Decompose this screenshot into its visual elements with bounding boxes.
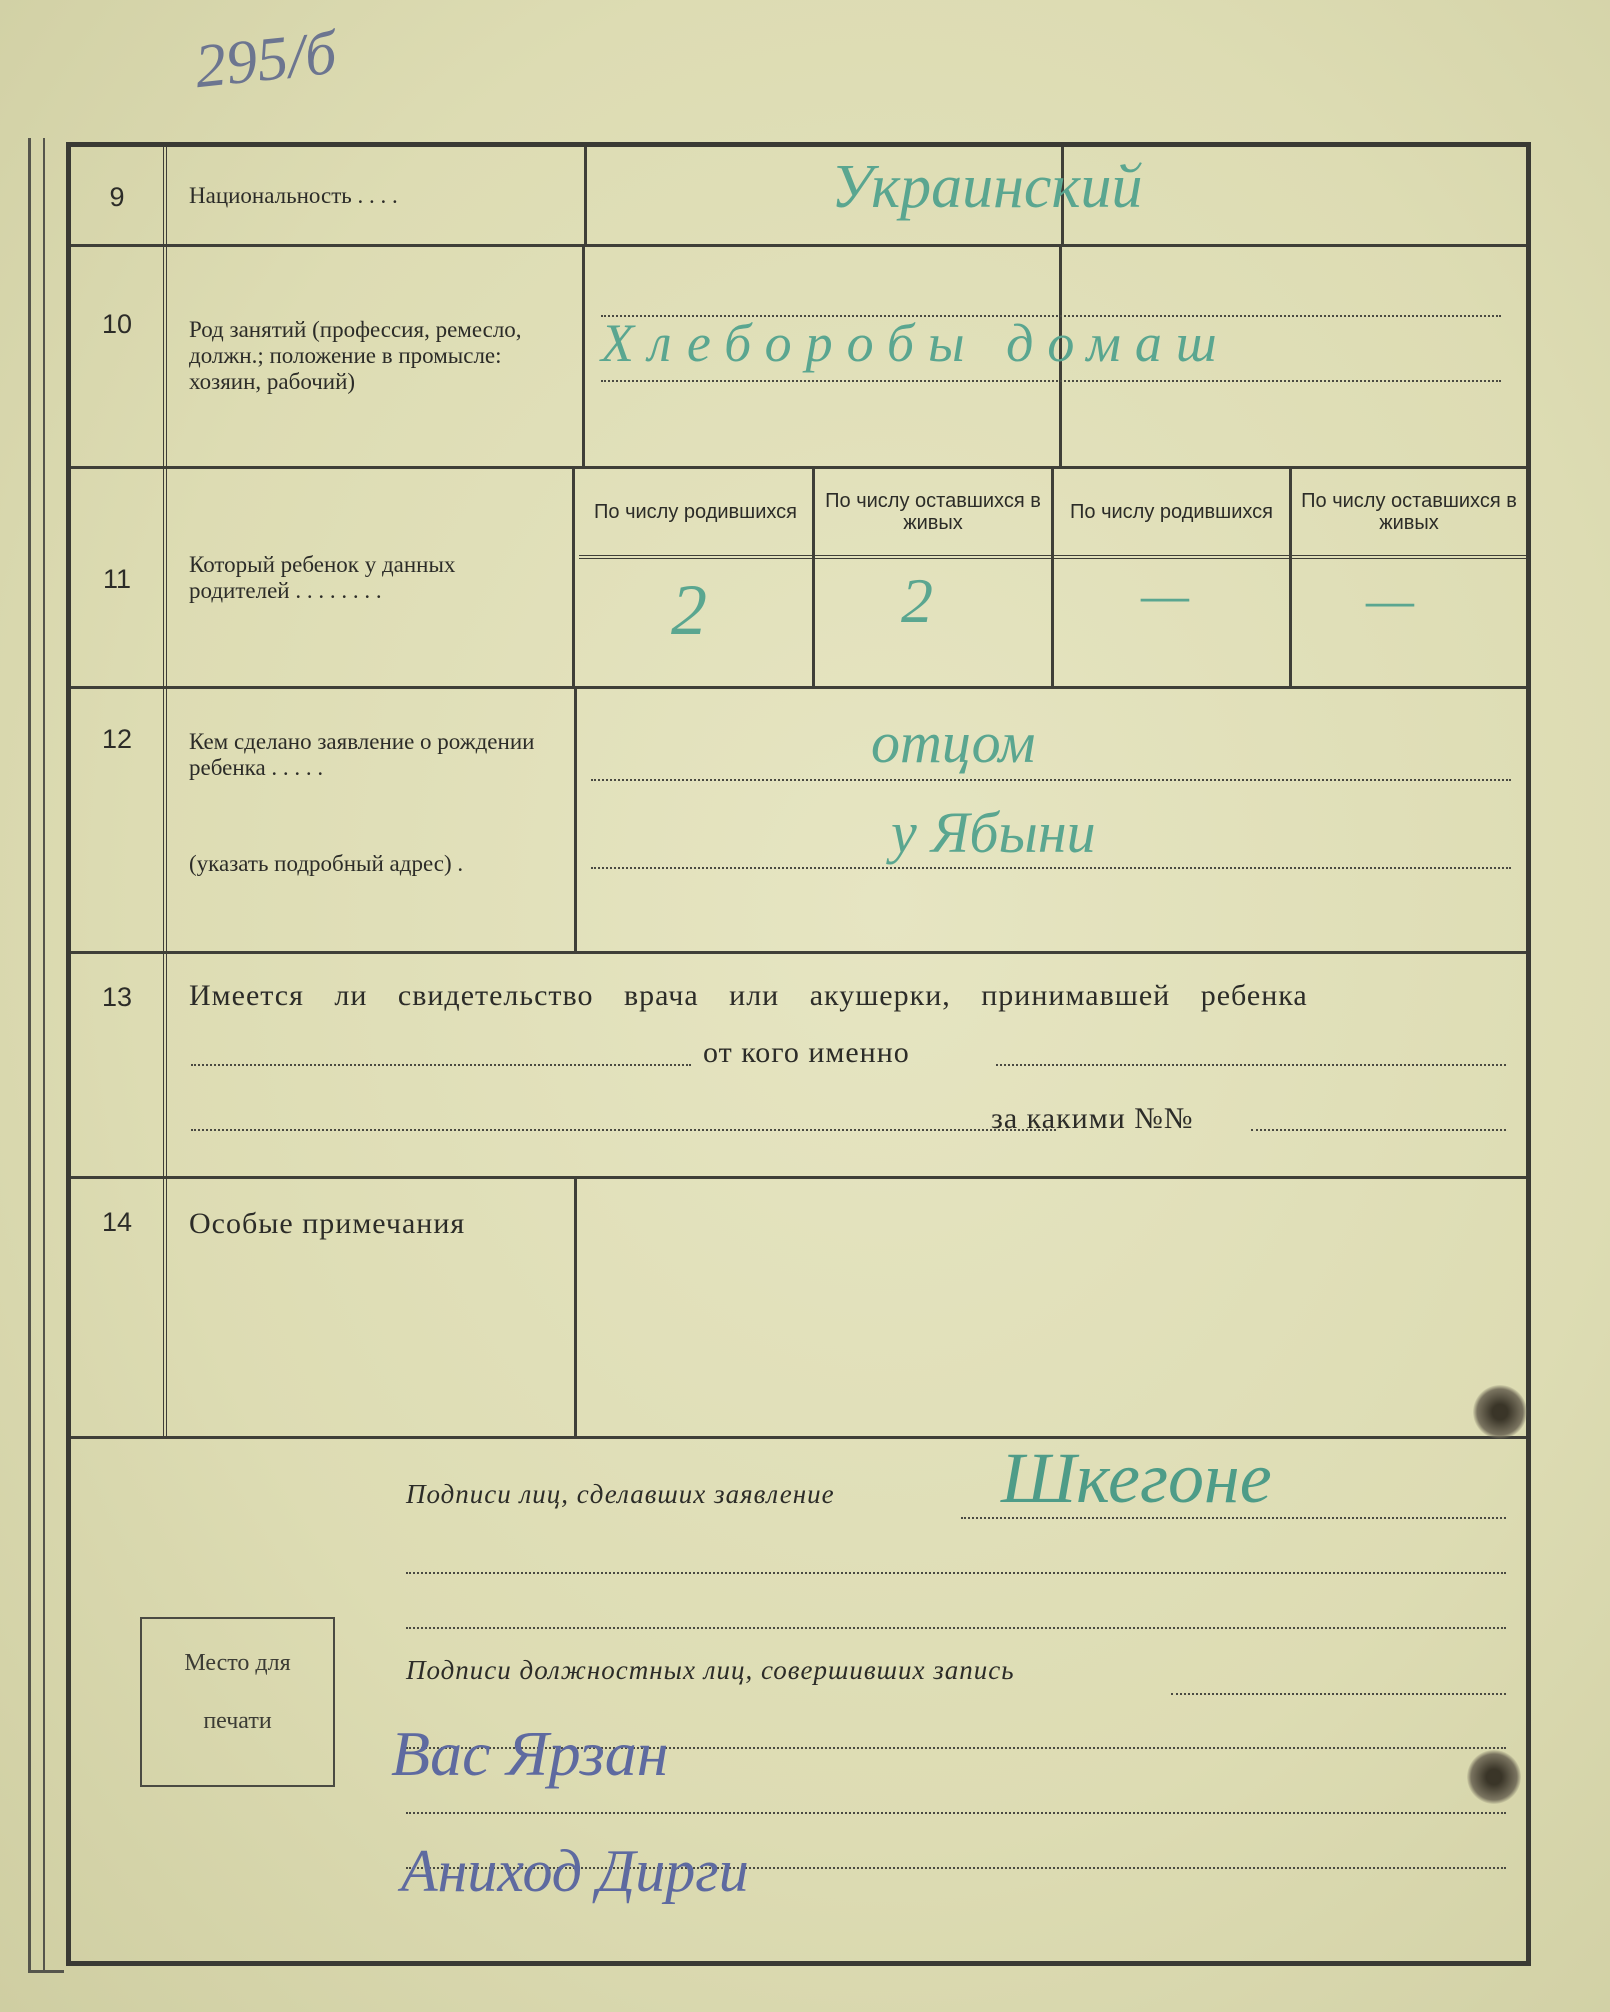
nationality-label: Национальность . . . .	[189, 182, 398, 208]
row-number: 10	[71, 247, 167, 466]
row-label	[167, 469, 575, 686]
applicants-signature-caption: Подписи лиц, сделавших заявление	[406, 1479, 835, 1509]
occupation-label: Род занятий (профессия, ремесло, должн.; положение в промысле: хозяин, рабочий)	[189, 317, 522, 394]
certificate-question: Имеется ли свидетельство врача или акушерки, принимавшей ребенка	[189, 979, 1308, 1012]
row-number: 13	[71, 954, 167, 1176]
punch-hole-top	[1473, 1385, 1527, 1439]
declarant-label: Кем сделано заявление о рождении ребенка . . . . .	[189, 729, 535, 780]
officials-signature-caption: Подписи должностных лиц, совершивших запись	[406, 1655, 1015, 1685]
row-number: 12	[71, 689, 167, 951]
applicant-signature: Шкегоне	[1001, 1438, 1272, 1518]
row-remarks	[71, 1179, 1526, 1439]
from-whom-label: от кого именно	[703, 1036, 910, 1069]
punch-hole-bottom	[1467, 1750, 1521, 1804]
row-number: 14	[71, 1179, 167, 1436]
numbers-label: за какими №№	[991, 1102, 1194, 1135]
nationality-value: Украинский	[831, 153, 1143, 221]
seal-placeholder-box	[140, 1617, 335, 1787]
archive-number: 295/б	[191, 18, 340, 102]
row-label	[167, 1179, 577, 1436]
row-declarant	[71, 689, 1526, 954]
header-alive-2: По числу оставшихся в живых	[1292, 469, 1526, 559]
alive-count-2: —	[1366, 570, 1415, 630]
address-label: (указать подробный адрес) .	[189, 851, 464, 876]
address-value: у Ябыни	[891, 800, 1096, 865]
occupation-value: Хлеборобы домаш	[601, 313, 1231, 373]
official-signature-1: Вас Ярзан	[391, 1718, 669, 1789]
born-count-1: 2	[671, 570, 707, 650]
row-child-order	[71, 469, 1526, 689]
row-occupation	[71, 247, 1526, 469]
child-order-label: Который ребенок у данных родителей . . . . . . . .	[189, 551, 456, 603]
seal-label-line-1: Место для	[184, 1650, 291, 1676]
header-alive-1: По числу оставшихся в живых	[815, 469, 1051, 559]
row-label	[167, 247, 585, 466]
alive-count-1: 2	[901, 565, 933, 636]
binding-margin	[28, 138, 64, 1973]
official-signature-2: Аниход Дирги	[401, 1838, 749, 1904]
declarant-value: отцом	[871, 710, 1036, 775]
row-certificate	[71, 954, 1526, 1179]
row-label	[167, 689, 577, 951]
row-number: 11	[71, 469, 167, 686]
row-nationality	[71, 147, 1526, 247]
row-label	[167, 147, 587, 244]
born-count-2: —	[1141, 565, 1190, 625]
seal-label-line-2: печати	[203, 1708, 272, 1734]
row-number: 9	[71, 147, 167, 244]
remarks-label: Особые примечания	[189, 1207, 466, 1240]
header-born-1: По числу родившихся	[579, 469, 812, 559]
header-born-2: По числу родившихся	[1054, 469, 1289, 559]
